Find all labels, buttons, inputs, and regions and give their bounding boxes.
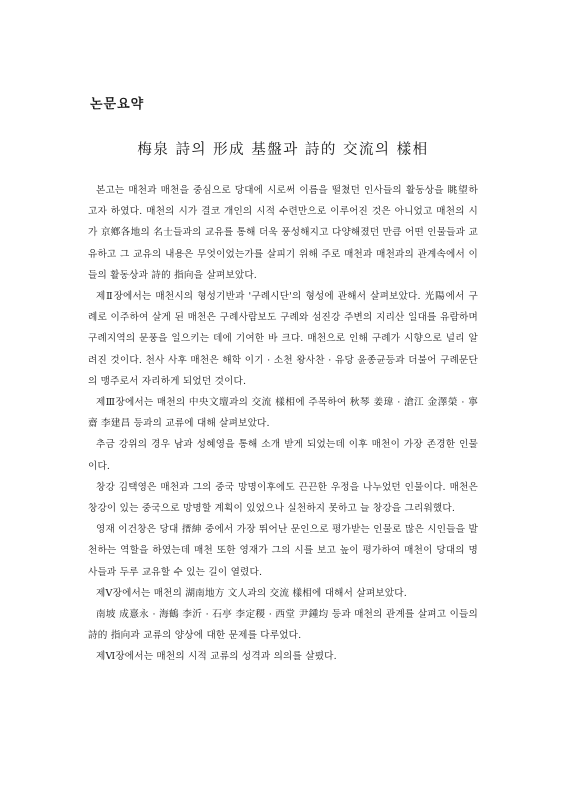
document-title: 梅泉 詩의 形成 基盤과 詩的 交流의 樣相 <box>137 142 429 158</box>
abstract-paragraph-9: 제Ⅵ장에서는 매천의 시적 교류의 성격과 의의를 살폈다. <box>96 651 337 663</box>
abstract-paragraph-8: 南坡 成憙永 · 海鶴 李沂 · 石亭 李定稷 · 西堂 尹鍾均 등과 매천의 관계를 살펴고 이들의 詩的 指向과 교류의 양상에 대한 문제를 다루었다. <box>88 609 478 642</box>
abstract-paragraph-2: 제Ⅱ장에서는 매천시의 형성기반과 '구례시단'의 형성에 관해서 살펴보았다. 光陽에서 구례로 이주하여 살게 된 매천은 구례사람보도 구례와 섬진강 주변의 지리산 일대를 유람하며 구례지역의 문풍을 일으키는 데에 기여한 바 크다. 매천으로 인해 구례가 시향으로 널리 알려진 것이다. 천사 사후 매천은 해학 이기 · 소천 왕사찬 · 유당 윤종균등과 더불어 구례문단의 맹주로서 자리하게 되었던 것이다. <box>88 291 478 387</box>
abstract-paragraph-5: 창강 김택영은 매천과 그의 중국 망명이후에도 끈끈한 우정을 나누었던 인물이다. 매천은 창강이 있는 중국으로 망명할 계획이 있었으나 실천하지 못하고 늘 창강을 그리워했다. <box>88 481 478 515</box>
abstract-paragraph-6: 영재 이건창은 당대 搢紳 중에서 가장 뛰어난 문인으로 평가받는 인물로 많은 시인들을 발천하는 역할을 하였는데 매천 또한 영재가 그의 시를 보고 높이 평가하여 매천이 당대의 명사들과 두루 교유할 수 있는 길이 열렸다. <box>88 524 478 578</box>
section-label: 논문요약 <box>90 97 145 112</box>
abstract-body <box>88 180 478 668</box>
abstract-paragraph-3: 제Ⅲ장에서는 매천의 中央文壇과의 交流 樣相에 주목하여 秋琴 姜瑋 · 滄江 金澤榮 · 寧齋 李建昌 등과의 교류에 대해 살펴보았다. <box>88 397 478 430</box>
abstract-paragraph-4: 추금 강위의 경우 남과 성혜영을 통해 소개 받게 되었는데 이후 매천이 가장 존경한 인물이다. <box>88 439 478 472</box>
abstract-paragraph-1: 본고는 매천과 매천을 중심으로 당대에 시로써 이름을 떨쳤던 인사들의 활동상을 眺望하고자 하였다. 매천의 시가 결코 개인의 시적 수련만으로 이루어진 것은 아니었고 매천의 시가 京鄕各地의 名士들과의 교유를 통해 더욱 풍성해지고 다양해졌던 만큼 어떤 인물들과 교유하고 그 교유의 내용은 무엇이었는가를 살피기 위해 주로 매천과 매천과의 관계속에서 이들의 활동상과 詩的 指向을 살펴보았다. <box>88 185 478 281</box>
abstract-paragraph-7: 제Ⅴ장에서는 매천의 湖南地方 文人과의 交流 樣相에 대해서 살펴보았다. <box>96 587 407 599</box>
